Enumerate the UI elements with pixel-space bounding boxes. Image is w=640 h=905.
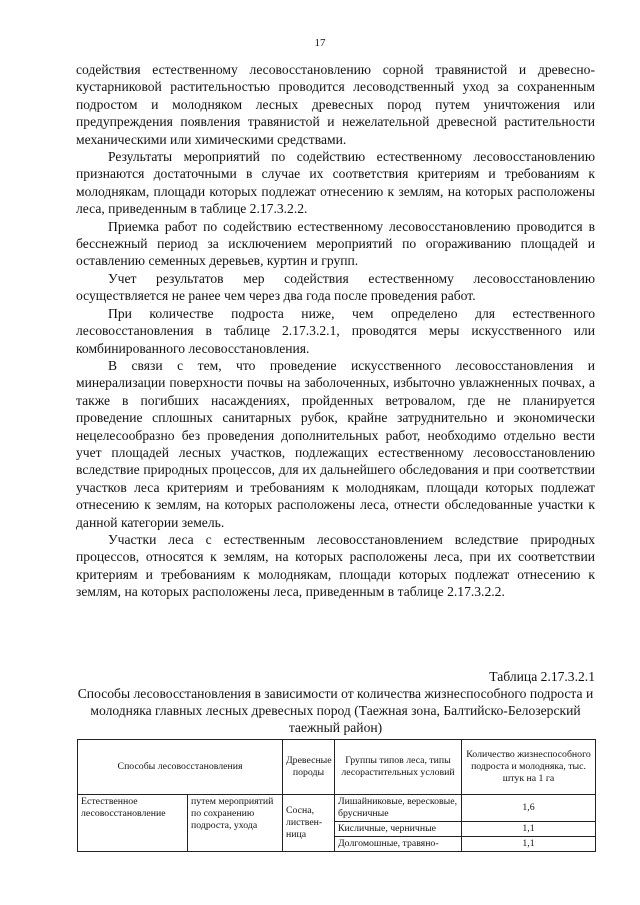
- paragraph: Учет результатов мер содействия естественному лесовосстановлению осуществляется не ранее чем через два года после проведения работ.: [76, 270, 595, 304]
- page-number: 17: [314, 37, 326, 49]
- paragraph: содействия естественному лесовосстановлению сорной травянистой и древесно-кустарниковой растительностью проводится лесоводственный уход за сохраненным подростом и молодняком лесных древесных пород путем уничтожения или предупреждения появления травянистой и нежелательной древесной растительности механическими или химическими средствами.: [76, 62, 595, 147]
- paragraph: Приемка работ по содействию естественному лесовосстановлению проводится в бесснежный период за исключением мероприятий по огораживанию площадей и оставлению семенных деревьев, куртин и групп.: [76, 218, 595, 269]
- cell-quantity: 1,1: [462, 822, 596, 837]
- table-row: [78, 795, 596, 822]
- cell-forest-type: Долгомошные, травяно-: [335, 837, 462, 852]
- body-text: [76, 61, 595, 601]
- table-caption: Таблица 2.17.3.2.1: [489, 669, 595, 684]
- cell-method: Естественное лесовосстановление: [78, 795, 188, 852]
- header-forest-types: Группы типов леса, типы лесорастительных условий: [335, 740, 462, 795]
- table-header-row: [78, 740, 596, 795]
- table-title: Способы лесовосстановления в зависимости от количества жизнеспособного подроста и молодняка главных лесных древесных пород (Таежная зона, Балтийско-Белозерский таежный район): [77, 686, 594, 735]
- header-species: Древесные породы: [283, 740, 335, 795]
- cell-forest-type: Кисличные, черничные: [335, 822, 462, 837]
- paragraph: В связи с тем, что проведение искусственного лесовосстановления и минерализации поверхности почвы на заболоченных, избыточно увлажненных почвах, а также в погибших насаждениях, пройденных ветровалом, где не планируется проведение сплошных санитарных рубок, крайне затруднительно и экономически нецелесообразно без проведения дополнительных работ, необходимо отдельно вести учет площадей лесных участков, подлежащих естественному лесовосстановлению вследствие природных процессов, для их дальнейшего обследования и при соответствии участков леса критериям и требованиям к молоднякам, площади которых подлежат отнесению к землям, на которых расположены леса, отнести обследованные участки к данной категории земель.: [76, 357, 595, 530]
- cell-species: Сосна, листвен-ница: [283, 795, 335, 852]
- cell-quantity: 1,6: [462, 795, 596, 822]
- paragraph: Результаты мероприятий по содействию естественному лесовосстановлению признаются достаточными в случае их соответствия критериям и требованиям к молоднякам, площади которых подлежат отнесению к землям, на которых расположены леса, приведенным в таблице 2.17.3.2.2.: [76, 149, 595, 217]
- cell-forest-type: Лишайниковые, вересковые, брусничные: [335, 795, 462, 822]
- paragraph: При количестве подроста ниже, чем определено для естественного лесовосстановления в таблице 2.17.3.2.1, проводятся меры искусственного или комбинированного лесовосстановления.: [76, 305, 595, 356]
- cell-submethod: путем мероприятий по сохранению подроста, ухода: [188, 795, 283, 852]
- header-quantity: Количество жизнеспособного подроста и молодняка, тыс. штук на 1 га: [462, 740, 596, 795]
- cell-quantity: 1,1: [462, 837, 596, 852]
- header-methods: Способы лесовосстановления: [78, 740, 283, 795]
- paragraph: Участки леса с естественным лесовосстановлением вследствие природных процессов, относятся к землям, на которых расположены леса, при их соответствии критериям и требованиям к молоднякам, площади которых подлежат отнесению к землям, на которых расположены леса, приведенным в таблице 2.17.3.2.2.: [76, 531, 595, 600]
- reforestation-methods-table: [77, 739, 596, 852]
